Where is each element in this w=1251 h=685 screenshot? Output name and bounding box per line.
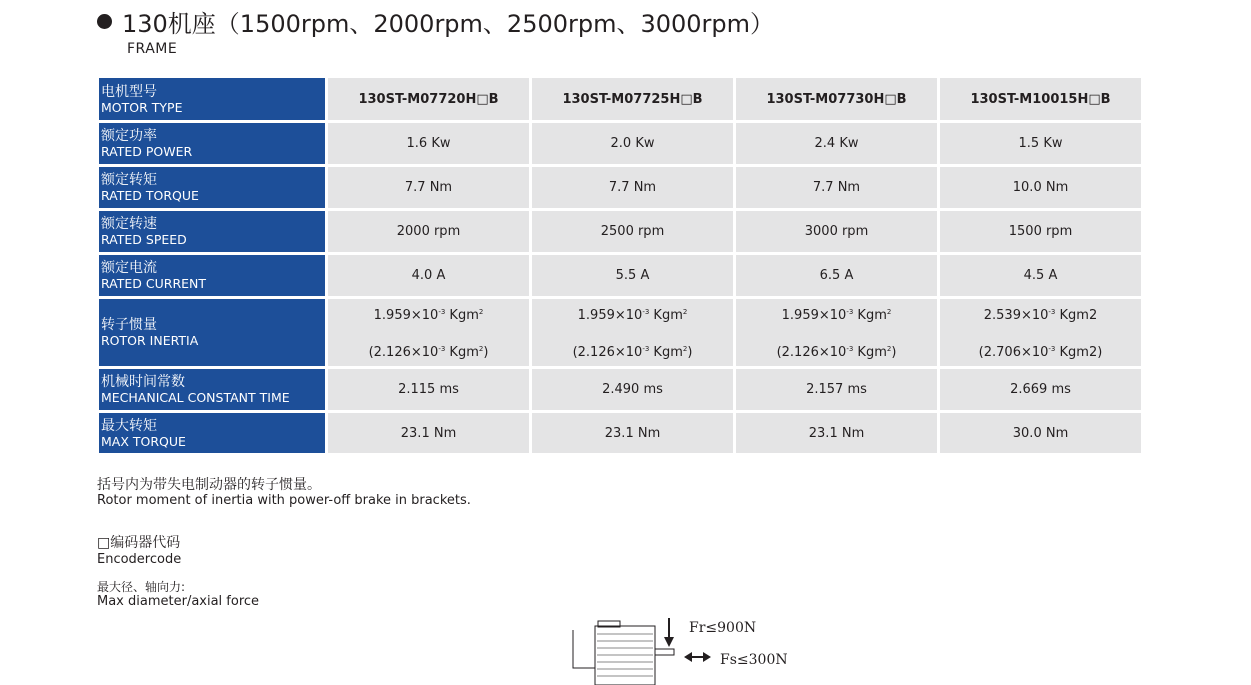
row-label-en: RATED TORQUE bbox=[101, 188, 199, 203]
value-cell: 2000 rpm bbox=[328, 211, 529, 252]
value-cell: 1.5 Kw bbox=[940, 123, 1141, 164]
inertia-brake-value: ($2.126\times 10^{-3}$ Kgm$^2$) bbox=[776, 345, 897, 360]
value-cell: 2.490 ms bbox=[532, 369, 733, 410]
radial-force-arrow-icon bbox=[664, 618, 674, 647]
inertia-cell bbox=[328, 299, 529, 366]
row-label-en: ROTOR INERTIA bbox=[101, 333, 199, 348]
axial-force-label: Fs≤300N bbox=[720, 652, 788, 668]
row-label-zh: 额定电流 bbox=[101, 260, 157, 276]
row-label-mechanical-time bbox=[99, 369, 325, 410]
value-cell: 1.6 Kw bbox=[328, 123, 529, 164]
row-label-en: MOTOR TYPE bbox=[101, 99, 183, 115]
inertia-value: $2.539\times 10^{-3}$ Kgm2 bbox=[983, 308, 1098, 323]
value-cell: 2.4 Kw bbox=[736, 123, 937, 164]
row-label-en: RATED SPEED bbox=[101, 232, 187, 247]
brake-note-zh: 括号内为带失电制动器的转子惯量。 bbox=[97, 477, 321, 493]
row-label-zh: 转子惯量 bbox=[101, 317, 157, 333]
value-cell: 1500 rpm bbox=[940, 211, 1141, 252]
row-label-zh: 电机型号 bbox=[101, 83, 157, 100]
table-row-motor-type bbox=[99, 78, 1141, 120]
row-label-en: MAX TORQUE bbox=[101, 433, 186, 449]
value-cell: 23.1 Nm bbox=[532, 413, 733, 453]
value-cell: 3000 rpm bbox=[736, 211, 937, 252]
table-row-rated-power bbox=[99, 123, 1141, 164]
model-cell: 130ST-M10015H□B bbox=[940, 78, 1141, 120]
model-cell: 130ST-M07720H□B bbox=[328, 78, 529, 120]
inertia-value: $1.959\times 10^{-3}$ Kgm$^2$ bbox=[781, 308, 892, 323]
inertia-value: $1.959\times 10^{-3}$ Kgm$^2$ bbox=[373, 308, 484, 323]
encoder-code-en: Encodercode bbox=[97, 552, 182, 567]
row-label-rated-power bbox=[99, 123, 325, 164]
axial-force-arrow-icon bbox=[684, 652, 711, 662]
row-label-en: RATED POWER bbox=[101, 144, 193, 159]
value-cell: 6.5 A bbox=[736, 255, 937, 296]
value-cell: 7.7 Nm bbox=[532, 167, 733, 208]
inertia-cell bbox=[736, 299, 937, 366]
table-row-rotor-inertia bbox=[99, 299, 1141, 366]
table-row-max-torque bbox=[99, 413, 1141, 453]
row-label-rated-speed bbox=[99, 211, 325, 252]
row-label-en: RATED CURRENT bbox=[101, 276, 207, 291]
model-cell: 130ST-M07725H□B bbox=[532, 78, 733, 120]
table-row-rated-speed bbox=[99, 211, 1141, 252]
row-label-zh: 额定功率 bbox=[101, 128, 157, 144]
encoder-code-zh: □编码器代码 bbox=[97, 535, 181, 551]
inertia-brake-value: ($2.706\times 10^{-3}$ Kgm2) bbox=[978, 345, 1103, 360]
inertia-cell bbox=[532, 299, 733, 366]
row-label-rated-torque bbox=[99, 167, 325, 208]
row-label-en: MECHANICAL CONSTANT TIME bbox=[101, 390, 290, 405]
model-cell: 130ST-M07730H□B bbox=[736, 78, 937, 120]
value-cell: 2.115 ms bbox=[328, 369, 529, 410]
row-label-rated-current bbox=[99, 255, 325, 296]
value-cell: 7.7 Nm bbox=[736, 167, 937, 208]
inertia-brake-value: ($2.126\times 10^{-3}$ Kgm$^2$) bbox=[572, 345, 693, 360]
row-label-zh: 额定转速 bbox=[101, 216, 157, 232]
value-cell: 10.0 Nm bbox=[940, 167, 1141, 208]
motor-shaft bbox=[655, 649, 674, 655]
row-label-zh: 最大转矩 bbox=[101, 417, 157, 434]
spec-table bbox=[96, 75, 1144, 456]
radial-force-label: Fr≤900N bbox=[689, 620, 757, 636]
max-force-en: Max diameter/axial force bbox=[97, 594, 260, 609]
inertia-cell bbox=[940, 299, 1141, 366]
brake-note-en: Rotor moment of inertia with power-off brake in brackets. bbox=[97, 493, 471, 508]
page-subtitle: FRAME bbox=[127, 41, 178, 57]
value-cell: 23.1 Nm bbox=[736, 413, 937, 453]
value-cell: 5.5 A bbox=[532, 255, 733, 296]
value-cell: 2500 rpm bbox=[532, 211, 733, 252]
table-row-rated-torque bbox=[99, 167, 1141, 208]
inertia-brake-value: ($2.126\times 10^{-3}$ Kgm$^2$) bbox=[368, 345, 489, 360]
value-cell: 23.1 Nm bbox=[328, 413, 529, 453]
row-label-max-torque bbox=[99, 413, 325, 453]
motor-fins bbox=[597, 634, 653, 676]
table-row-rated-current bbox=[99, 255, 1141, 296]
row-label-zh: 额定转矩 bbox=[101, 172, 157, 188]
value-cell: 7.7 Nm bbox=[328, 167, 529, 208]
page-title bbox=[97, 8, 774, 40]
value-cell: 30.0 Nm bbox=[940, 413, 1141, 453]
page-title-text: 130机座（1500rpm、2000rpm、2500rpm、3000rpm） bbox=[122, 10, 775, 38]
max-force-zh: 最大径、轴向力: bbox=[97, 580, 186, 594]
value-cell: 2.0 Kw bbox=[532, 123, 733, 164]
row-label-rotor-inertia bbox=[99, 299, 325, 366]
table-row-mechanical-time bbox=[99, 369, 1141, 410]
row-label-motor-type bbox=[99, 78, 325, 120]
row-label-zh: 机械时间常数 bbox=[101, 374, 185, 390]
bullet-icon bbox=[97, 14, 112, 29]
value-cell: 2.157 ms bbox=[736, 369, 937, 410]
motor-body-outline bbox=[573, 621, 655, 685]
value-cell: 4.5 A bbox=[940, 255, 1141, 296]
value-cell: 2.669 ms bbox=[940, 369, 1141, 410]
inertia-value: $1.959\times 10^{-3}$ Kgm$^2$ bbox=[577, 308, 688, 323]
value-cell: 4.0 A bbox=[328, 255, 529, 296]
